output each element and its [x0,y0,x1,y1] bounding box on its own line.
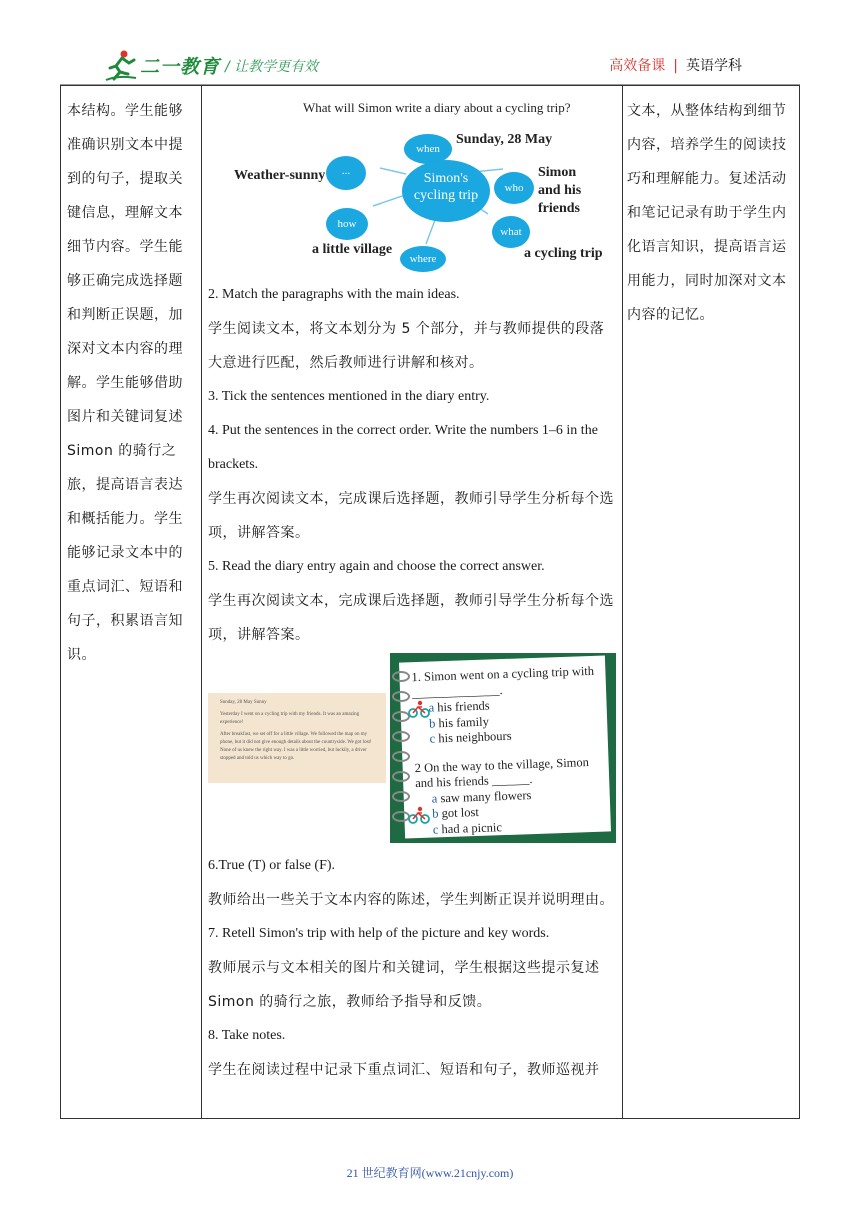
activity-text-block [208,278,618,652]
option-text: his neighbours [438,728,512,746]
page-footer: 21 世纪教育网(www.21cnjy.com) [346,1166,514,1180]
page-header [60,44,800,86]
bubble-who: who [494,172,534,204]
notebook-page [399,655,611,838]
option-text: had a picnic [441,819,503,836]
option: a saw many flowers [431,787,532,806]
center-bubble [402,160,490,222]
bubble-how: how [326,208,368,240]
option: a his friends [428,698,490,715]
step-6-title: 6.True (T) or false (F). [208,858,336,873]
spiral-ring [392,771,410,782]
diary-entry [208,693,386,783]
label-date: Sunday, 28 May [456,132,553,147]
option: b his family [428,714,490,731]
header-separator: | [673,58,678,74]
step-4-desc: 学生再次阅读文本，完成课后选择题，教师引导学生分析每个选项，讲解答案。 [208,491,614,541]
spiral-ring [392,731,410,742]
slogan-text: 让教学更有效 [234,59,319,75]
bubble-what: what [492,216,530,248]
step-8-desc: 学生在阅读过程中记录下重点词汇、短语和句子，教师巡视并 [208,1062,600,1078]
notebook [390,653,616,843]
option-text: got lost [441,804,480,821]
column-divider [201,86,202,1118]
bicycle-icon [408,699,430,719]
activity-text-block [208,849,618,1087]
spiral-ring [392,751,410,762]
exercise-image [208,651,618,846]
diary-date: Sunday, 28 May Sunny [220,700,267,705]
slogan: / 让教学更有效 [225,59,319,75]
spiral-ring [392,791,410,802]
objectives-cell: 本结构。学生能够准确识别文本中提到的句子，提取关键信息，理解文本细节内容。学生能够正确完成选择题和判断正误题，加深对文本内容的理解。学生能够借助图片和关键词复述Simon 的骑行之旅，提高语言表达和概括能力。学生能够记录文本中的重点词汇、短语和句子，积累语言知识。 [67,103,183,663]
logo [104,48,220,82]
step-7-title: 7. Retell Simon's trip with help of the picture and key words. [208,926,550,941]
question-2: 2 On the way to the village, Simon and his friends ______. [414,754,590,791]
step-2-title: 2. Match the paragraphs with the main ideas. [208,287,460,302]
runner-logo-icon [104,48,138,82]
step-6-desc: 教师给出一些关于文本内容的陈述，学生判断正误并说明理由。 [208,892,614,908]
label-trip: a cycling trip [524,246,603,261]
question-1: 1. Simon went on a cycling trip with ______________. [411,663,595,700]
option: c had a picnic [432,819,503,837]
header-subject-name: 英语学科 [686,58,742,74]
diary-paragraph: After breakfast, we set off for a little village. We followed the map on my phone, but it did not give enough details about the countryside. We got lost! None of us knew the right way. I was a little worried, but luckily, a driver stopped and told us which way to go. [220,732,372,761]
step-2-desc: 学生阅读文本，将文本划分为 5 个部分，并与教师提供的段落大意进行匹配，然后教师进行讲解和核对。 [208,321,605,371]
bubble-where: where [400,246,446,272]
bubble-when: when [404,134,452,164]
diary-paragraph: Yesterday I went on a cycling trip with my friends. It was an amazing experience! [220,712,360,725]
label-village: a little village [312,242,393,257]
bubble-dots: ... [326,156,366,190]
option-text: his friends [437,698,490,715]
mind-map-title: What will Simon write a diary about a cycling trip? [303,100,571,115]
step-5-desc: 学生再次阅读文本，完成课后选择题，教师引导学生分析每个选项，讲解答案。 [208,593,614,643]
header-tag: 高效备课 [609,58,666,74]
column-divider [622,86,623,1118]
option: c his neighbours [429,728,512,746]
logo-text: 二一教育 [140,55,221,78]
center-bubble-text: Simon's cycling trip [413,171,479,203]
option-text: saw many flowers [440,787,532,805]
step-3-title: 3. Tick the sentences mentioned in the diary entry. [208,389,490,404]
option: b got lost [432,804,480,821]
option-text: his family [438,714,490,730]
label-weather: Weather-sunny [234,168,326,183]
step-8-title: 8. Take notes. [208,1028,286,1043]
step-4-title: 4. Put the sentences in the correct order. Write the numbers 1–6 in the brackets. [208,423,598,472]
spiral-ring [392,671,410,682]
bicycle-icon [408,805,430,825]
lesson-table [60,85,800,1119]
label-friends: Simon and his friends [538,165,582,216]
mind-map-image [208,94,618,272]
step-5-title: 5. Read the diary entry again and choose the correct answer. [208,559,545,574]
header-subject [609,55,742,75]
rationale-cell: 文本，从整体结构到细节内容，培养学生的阅读技巧和理解能力。复述活动和笔记记录有助于学生内化语言知识，提高语言运用能力，同时加深对文本内容的记忆。 [627,103,787,323]
step-7-desc: 教师展示与文本相关的图片和关键词，学生根据这些提示复述Simon 的骑行之旅，教师给予指导和反馈。 [208,960,600,1010]
